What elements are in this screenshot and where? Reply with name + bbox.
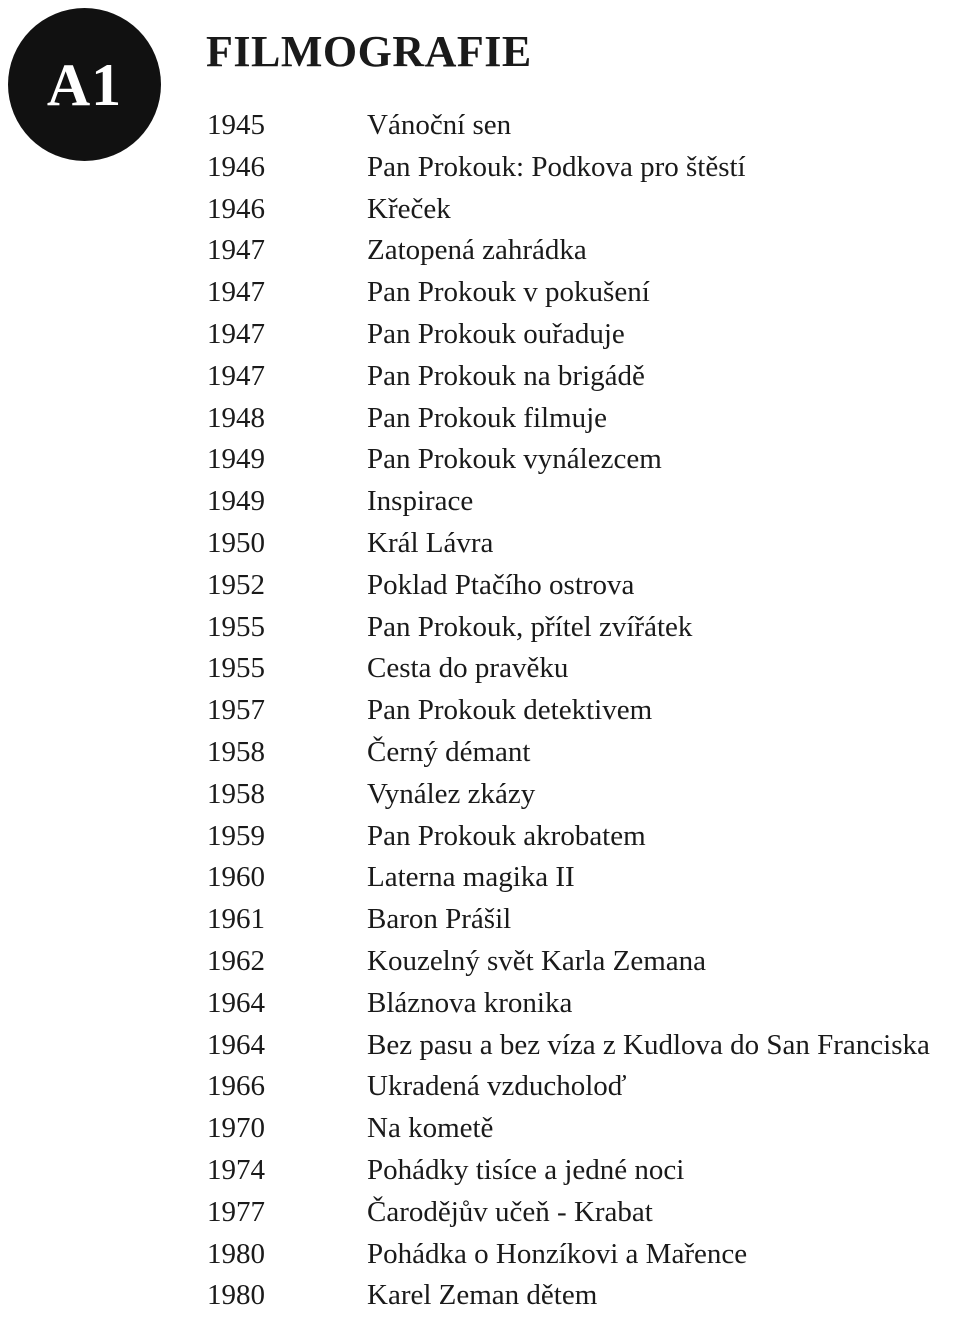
- film-title: Pan Prokouk: Podkova pro štěstí: [367, 150, 746, 183]
- list-item: [0, 1025, 960, 1067]
- list-item: [0, 857, 960, 899]
- film-year: 1964: [207, 1028, 265, 1061]
- list-item: [0, 1234, 960, 1276]
- list-item: [0, 439, 960, 481]
- film-year: 1945: [207, 109, 265, 141]
- list-item: [0, 398, 960, 440]
- page-title: FILMOGRAFIE: [206, 27, 532, 76]
- film-year: 1977: [207, 1195, 265, 1228]
- film-title: Kouzelný svět Karla Zemana: [367, 944, 706, 977]
- list-item: [0, 1275, 960, 1317]
- film-year: 1961: [207, 903, 265, 936]
- list-item: [0, 189, 960, 231]
- film-title: Král Lávra: [367, 526, 494, 559]
- film-title: Karel Zeman dětem: [367, 1279, 598, 1312]
- film-year: 1946: [207, 192, 265, 225]
- list-item: [0, 1066, 960, 1108]
- list-item: [0, 899, 960, 941]
- film-title: Zatopená zahrádka: [367, 234, 587, 267]
- film-title: Černý démant: [367, 735, 531, 768]
- list-item: [0, 1192, 960, 1234]
- film-year: 1946: [207, 150, 265, 183]
- film-title: Pan Prokouk filmuje: [367, 401, 608, 434]
- film-title: Vánoční sen: [367, 109, 512, 141]
- film-title: Pan Prokouk vynálezcem: [367, 443, 662, 476]
- film-year: 1958: [207, 735, 265, 768]
- list-item: [0, 607, 960, 649]
- list-item: [0, 565, 960, 607]
- film-year: 1958: [207, 777, 265, 810]
- list-item: [0, 983, 960, 1025]
- film-title: Cesta do pravěku: [367, 652, 569, 685]
- section-badge-label: A1: [46, 52, 123, 118]
- list-item: [0, 732, 960, 774]
- list-item: [0, 690, 960, 732]
- film-title: Vynález zkázy: [367, 777, 536, 810]
- film-year: 1970: [207, 1112, 265, 1145]
- film-year: 1947: [207, 276, 265, 309]
- list-item: [0, 272, 960, 314]
- film-year: 1962: [207, 944, 265, 977]
- film-title: Pohádky tisíce a jedné noci: [367, 1153, 685, 1186]
- list-item: [0, 314, 960, 356]
- film-year: 1980: [207, 1279, 265, 1312]
- list-item: [0, 941, 960, 983]
- film-year: 1952: [207, 568, 265, 601]
- film-year: 1947: [207, 359, 265, 392]
- film-title: Bez pasu a bez víza z Kudlova do San Franciska: [367, 1028, 930, 1061]
- film-title: Poklad Ptačího ostrova: [367, 568, 635, 601]
- film-year: 1980: [207, 1237, 265, 1270]
- film-year: 1966: [207, 1070, 265, 1103]
- film-year: 1949: [207, 443, 265, 476]
- list-item: [0, 147, 960, 189]
- film-title: Čarodějův učeň - Krabat: [367, 1195, 653, 1228]
- film-year: 1974: [207, 1153, 265, 1186]
- film-year: 1950: [207, 526, 265, 559]
- film-year: 1955: [207, 652, 265, 685]
- film-year: 1960: [207, 861, 265, 894]
- film-year: 1957: [207, 694, 265, 727]
- film-year: 1964: [207, 986, 265, 1019]
- film-title: Na kometě: [367, 1112, 494, 1145]
- film-year: 1949: [207, 485, 265, 518]
- film-year: 1947: [207, 317, 265, 350]
- film-year: 1947: [207, 234, 265, 267]
- film-title: Pan Prokouk, přítel zvířátek: [367, 610, 693, 643]
- film-year: 1955: [207, 610, 265, 643]
- film-title: Baron Prášil: [367, 903, 512, 936]
- film-title: Inspirace: [367, 485, 474, 518]
- list-item: [0, 774, 960, 816]
- list-item: [0, 816, 960, 858]
- film-title: Pan Prokouk akrobatem: [367, 819, 646, 852]
- film-year: 1959: [207, 819, 265, 852]
- list-item: [0, 481, 960, 523]
- film-title: Laterna magika II: [367, 861, 575, 894]
- list-item: [0, 356, 960, 398]
- film-title: Pan Prokouk ouřaduje: [367, 317, 625, 350]
- filmography-list: [0, 105, 960, 1317]
- list-item: [0, 523, 960, 565]
- list-item: [0, 105, 960, 147]
- film-title: Křeček: [367, 192, 451, 225]
- film-year: 1948: [207, 401, 265, 434]
- list-item: [0, 1108, 960, 1150]
- list-item: [0, 1150, 960, 1192]
- list-item: [0, 230, 960, 272]
- film-title: Pan Prokouk na brigádě: [367, 359, 645, 392]
- film-title: Pan Prokouk detektivem: [367, 694, 653, 727]
- film-title: Pan Prokouk v pokušení: [367, 276, 650, 309]
- list-item: [0, 648, 960, 690]
- film-title: Bláznova kronika: [367, 986, 573, 1019]
- film-title: Pohádka o Honzíkovi a Mařence: [367, 1237, 748, 1270]
- film-title: Ukradená vzducholoď: [367, 1070, 627, 1103]
